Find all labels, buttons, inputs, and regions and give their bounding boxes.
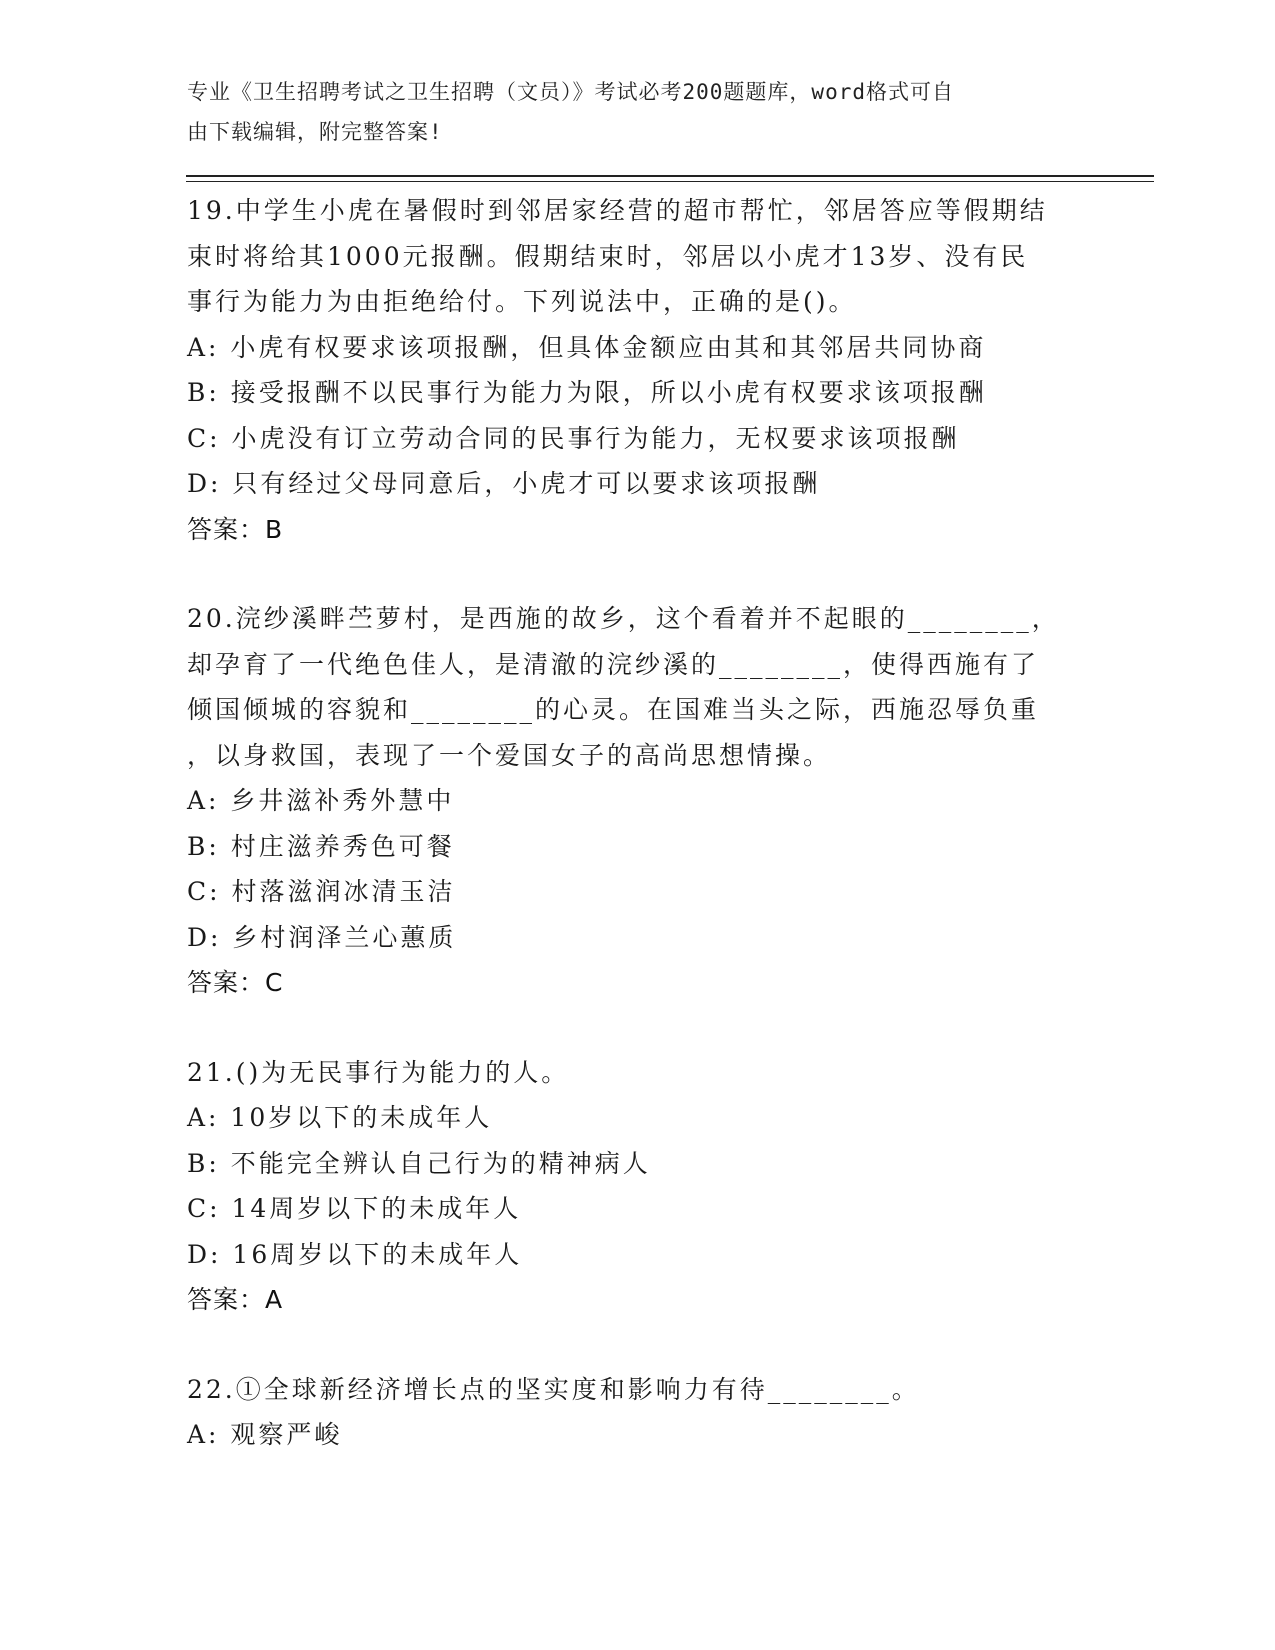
document-header — [187, 72, 1067, 152]
question-text: 19.中学生小虎在暑假时到邻居家经营的超市帮忙，邻居答应等假期结 — [187, 196, 1048, 225]
question-text: 倾国倾城的容貌和________的心灵。在国难当头之际，西施忍辱负重 — [187, 695, 1040, 724]
header-line-1: 专业《卫生招聘考试之卫生招聘（文员）》考试必考200题题库，word格式可自 — [187, 80, 954, 104]
option-a: A: 观察严峻 — [187, 1420, 343, 1449]
option-b: B: 村庄滋养秀色可餐 — [187, 831, 455, 861]
question-text: 却孕育了一代绝色佳人，是清澈的浣纱溪的________，使得西施有了 — [187, 649, 1040, 679]
option-a: A: 乡井滋补秀外慧中 — [187, 786, 455, 815]
question-text: 20.浣纱溪畔苎萝村，是西施的故乡，这个看着并不起眼的________， — [187, 604, 1060, 633]
option-d: D: 只有经过父母同意后，小虎才可以要求该项报酬 — [187, 469, 821, 498]
option-c: C: 14周岁以下的未成年人 — [187, 1194, 522, 1223]
question-spacer — [187, 1323, 1087, 1367]
question-text: 21.()为无民事行为能力的人。 — [187, 1057, 570, 1087]
question-22 — [187, 1367, 1087, 1458]
answer-label: 答案：C — [187, 968, 284, 997]
option-a: A: 10岁以下的未成年人 — [187, 1103, 493, 1132]
question-19 — [187, 188, 1087, 552]
answer-label: 答案：A — [187, 1285, 284, 1314]
question-21 — [187, 1050, 1087, 1323]
option-c: C: 小虎没有订立劳动合同的民事行为能力，无权要求该项报酬 — [187, 423, 960, 453]
question-text: 束时将给其1000元报酬。假期结束时，邻居以小虎才13岁、没有民 — [187, 241, 1029, 271]
header-divider-thick — [186, 175, 1154, 177]
header-divider-thin — [186, 181, 1154, 182]
header-line-2: 由下载编辑，附完整答案! — [187, 120, 443, 144]
question-text: 事行为能力为由拒绝给付。下列说法中，正确的是()。 — [187, 287, 857, 316]
question-spacer — [187, 552, 1087, 596]
option-c: C: 村落滋润冰清玉洁 — [187, 877, 456, 906]
question-20 — [187, 596, 1087, 1006]
option-a: A: 小虎有权要求该项报酬，但具体金额应由其和其邻居共同协商 — [187, 332, 987, 362]
question-text: 22.①全球新经济增长点的坚实度和影响力有待________。 — [187, 1374, 920, 1404]
question-spacer — [187, 1006, 1087, 1050]
option-b: B: 接受报酬不以民事行为能力为限，所以小虎有权要求该项报酬 — [187, 378, 987, 407]
option-d: D: 16周岁以下的未成年人 — [187, 1239, 523, 1269]
question-text: ，以身救国，表现了一个爱国女子的高尚思想情操。 — [187, 740, 832, 770]
option-b: B: 不能完全辨认自己行为的精神病人 — [187, 1148, 651, 1178]
answer-label: 答案：B — [187, 514, 284, 544]
question-list — [187, 188, 1087, 1458]
option-d: D: 乡村润泽兰心蕙质 — [187, 922, 457, 952]
